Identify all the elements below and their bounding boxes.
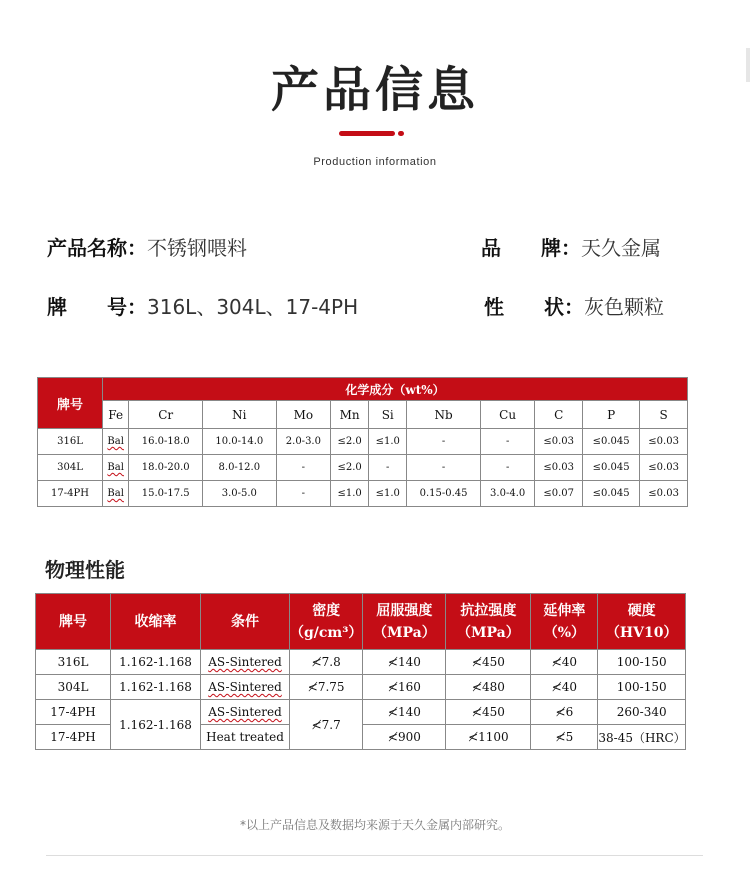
info-grade [47,293,358,321]
page-subtitle: Production information [313,156,437,168]
header-tensile [446,594,531,650]
cell-nb: - [407,429,481,455]
cell-yield: ≮140 [363,700,446,725]
element-header-p: P [583,401,640,429]
header-unit: （g/cm³） [290,624,363,641]
cell-grade: 316L [36,650,111,675]
table-row [38,429,688,455]
cell-hardness: 38-45（HRC） [598,725,686,750]
cell-yield: ≮900 [363,725,446,750]
cell-c: ≤0.03 [535,429,583,455]
cell-hardness: 260-340 [598,700,686,725]
cell-cu: - [480,455,534,481]
footnote: *以上产品信息及数据均来源于天久金属内部研究。 [239,818,510,832]
info-form [484,293,664,321]
info-value: 316L、304L、17-4PH [147,295,359,319]
cell-fe [103,455,129,481]
cell-condition [201,650,290,675]
composition-header-cell: 化学成分（wt%） [103,378,688,401]
cell-c: ≤0.03 [535,455,583,481]
cell-mn: ≤2.0 [331,455,369,481]
cell-shrinkage: 1.162-1.168 [111,700,201,750]
cell-elongation: ≮40 [531,650,598,675]
info-value: 天久金属 [581,236,661,260]
cell-s: ≤0.03 [640,481,688,507]
header-grade: 牌号 [36,594,111,650]
info-value: 不锈钢喂料 [147,236,247,260]
cell-cr: 16.0-18.0 [129,429,203,455]
header-text: 延伸率 [543,602,586,619]
cell-density: ≮7.75 [290,675,363,700]
table-row [36,650,686,675]
cell-p: ≤0.045 [583,481,640,507]
title-underline [339,131,395,136]
element-header-cr: Cr [129,401,203,429]
footer-divider [46,855,703,856]
cell-c: ≤0.07 [535,481,583,507]
header-yield [363,594,446,650]
header-text: 密度 [312,602,341,619]
header-text: 硬度 [627,602,656,619]
info-label: 产品名称： [47,236,147,260]
info-label: 性 状： [484,295,584,319]
cell-grade: 304L [36,675,111,700]
element-header-ni: Ni [203,401,277,429]
cell-elongation: ≮6 [531,700,598,725]
cell-yield: ≮160 [363,675,446,700]
cell-grade: 17-4PH [36,725,111,750]
cell-condition [201,675,290,700]
header-elongation [531,594,598,650]
table-row [38,481,688,507]
cell-nb: 0.15-0.45 [407,481,481,507]
cell-tensile: ≮1100 [446,725,531,750]
element-header-fe: Fe [103,401,129,429]
element-header-cu: Cu [480,401,534,429]
table-header-row [36,594,686,650]
info-label: 牌 号： [47,295,147,319]
table-row [38,455,688,481]
cell-ni: 3.0-5.0 [203,481,277,507]
cell-ni: 10.0-14.0 [203,429,277,455]
cell-grade: 17-4PH [38,481,103,507]
cell-tensile: ≮450 [446,700,531,725]
cell-mn: ≤2.0 [331,429,369,455]
cell-cr: 18.0-20.0 [129,455,203,481]
cell-condition: Heat treated [201,725,290,750]
table-row [36,700,686,725]
page-title: 产品信息 [270,62,479,118]
cell-elongation: ≮40 [531,675,598,700]
cell-mo: 2.0-3.0 [276,429,330,455]
table-row [36,675,686,700]
header-unit: （MPa） [373,624,436,641]
cell-condition [201,700,290,725]
cell-mo: - [276,481,330,507]
header-text: 屈服强度 [376,602,433,619]
element-header-nb: Nb [407,401,481,429]
header-density [290,594,363,650]
cell-ni: 8.0-12.0 [203,455,277,481]
section-title-physical: 物理性能 [45,558,125,582]
info-brand [481,234,661,262]
title-underline-dot [398,131,404,136]
cell-p: ≤0.045 [583,455,640,481]
cell-nb: - [407,455,481,481]
cell-tensile: ≮450 [446,650,531,675]
cell-mn: ≤1.0 [331,481,369,507]
grade-header-cell: 牌号 [38,378,103,429]
cell-grade: 316L [38,429,103,455]
cell-cu: 3.0-4.0 [480,481,534,507]
cell-p: ≤0.045 [583,429,640,455]
cell-shrinkage: 1.162-1.168 [111,650,201,675]
cell-cr: 15.0-17.5 [129,481,203,507]
cell-density: ≮7.8 [290,650,363,675]
cell-hardness: 100-150 [598,650,686,675]
header-condition: 条件 [201,594,290,650]
cell-tensile: ≮480 [446,675,531,700]
cell-fe [103,481,129,507]
cell-s: ≤0.03 [640,455,688,481]
info-value: 灰色颗粒 [584,295,664,319]
cell-fe [103,429,129,455]
table-header-row [38,378,688,401]
cell-shrinkage: 1.162-1.168 [111,675,201,700]
element-header-s: S [640,401,688,429]
cell-density: ≮7.7 [290,700,363,750]
header-shrinkage: 收缩率 [111,594,201,650]
chemical-composition-table [37,377,688,507]
element-header-mn: Mn [331,401,369,429]
cell-text: AS-Sintered [208,705,282,719]
header-unit: （HV10） [605,624,678,641]
cell-si: - [369,455,407,481]
cell-grade: 17-4PH [36,700,111,725]
header-text: 抗拉强度 [460,602,517,619]
cell-si: ≤1.0 [369,429,407,455]
cell-hardness: 100-150 [598,675,686,700]
cell-text: AS-Sintered [208,655,282,669]
cell-text: Bal [107,488,124,499]
element-header-row [38,401,688,429]
cell-text: Bal [107,462,124,473]
element-header-mo: Mo [276,401,330,429]
cell-yield: ≮140 [363,650,446,675]
header-unit: （MPa） [457,624,520,641]
cell-mo: - [276,455,330,481]
info-label: 品 牌： [481,236,581,260]
cell-s: ≤0.03 [640,429,688,455]
element-header-si: Si [369,401,407,429]
info-product-name [47,234,247,262]
element-header-c: C [535,401,583,429]
cell-cu: - [480,429,534,455]
cell-text: Bal [107,436,124,447]
header-hardness [598,594,686,650]
physical-properties-table [35,593,686,750]
cell-si: ≤1.0 [369,481,407,507]
header-unit: （%） [543,624,586,641]
cell-elongation: ≮5 [531,725,598,750]
cell-text: AS-Sintered [208,680,282,694]
cell-grade: 304L [38,455,103,481]
